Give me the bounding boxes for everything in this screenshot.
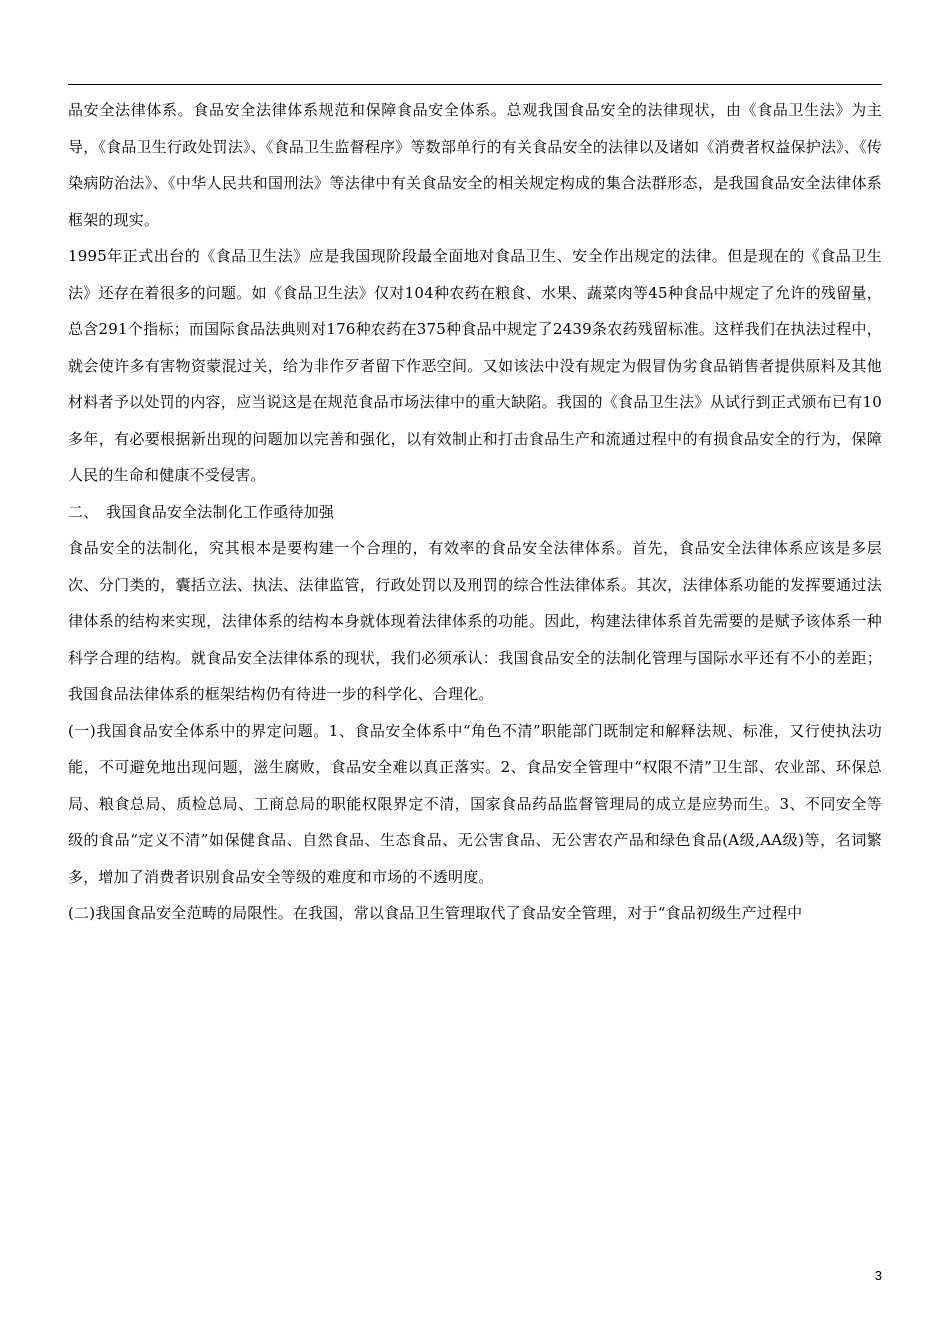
body-text: [68, 92, 882, 932]
header-rule: [68, 84, 882, 85]
page-number: 3: [874, 1268, 882, 1283]
paragraph-3: 食品安全的法制化，究其根本是要构建一个合理的，有效率的食品安全法律体系。首先，食品安全法律体系应该是多层次、分门类的，囊括立法、执法、法律监管，行政处罚以及刑罚的综合性法律体系。其次，法律体系功能的发挥要通过法律体系的结构来实现，法律体系的结构本身就体现着法律体系的功能。因此，构建法律体系首先需要的是赋予该体系一种科学合理的结构。就食品安全法律体系的现状，我们必须承认：我国食品安全的法制化管理与国际水平还有不小的差距；我国食品法律体系的框架结构仍有待进一步的科学化、合理化。: [68, 539, 882, 703]
section-heading: 二、 我国食品安全法制化工作亟待加强: [68, 502, 335, 521]
paragraph-2: 1995年正式出台的《食品卫生法》应是我国现阶段最全面地对食品卫生、安全作出规定的法律。但是现在的《食品卫生法》还存在着很多的问题。如《食品卫生法》仅对104种农药在粮食、水果、蔬菜肉等45种食品中规定了允许的残留量，总含291个指标；而国际食品法典则对176种农药在375种食品中规定了2439条农药残留标准。这样我们在执法过程中，就会使许多有害物资蒙混过关，给为非作歹者留下作恶空间。又如该法中没有规定为假冒伪劣食品销售者提供原料及其他材料者予以处罚的内容，应当说这是在规范食品市场法律中的重大缺陷。我国的《食品卫生法》从试行到正式颁布已有10多年，有必要根据新出现的问题加以完善和强化，以有效制止和打击食品生产和流通过程中的有损食品安全的行为，保障人民的生命和健康不受侵害。: [68, 247, 882, 484]
paragraph-1: 品安全法律体系。食品安全法律体系规范和保障食品安全体系。总观我国食品安全的法律现状，由《食品卫生法》为主导，《食品卫生行政处罚法》、《食品卫生监督程序》等数部单行的有关食品安全的法律以及诸如《消费者权益保护法》、《传染病防治法》、《中华人民共和国刑法》等法律中有关食品安全的相关规定构成的集合法群形态，是我国食品安全法律体系框架的现实。: [68, 101, 882, 229]
paragraph-4: (一)我国食品安全体系中的界定问题。1、食品安全体系中“角色不清”职能部门既制定和解释法规、标准，又行使执法功能，不可避免地出现问题，滋生腐败，食品安全难以真正落实。2、食品安全管理中“权限不清”卫生部、农业部、环保总局、粮食总局、质检总局、工商总局的职能权限界定不清，国家食品药品监督管理局的成立是应势而生。3、不同安全等级的食品“定义不清”如保健食品、自然食品、生态食品、无公害食品、无公害农产品和绿色食品(A级,AA级)等，名词繁多，增加了消费者识别食品安全等级的难度和市场的不透明度。: [68, 721, 882, 886]
paragraph-5: (二)我国食品安全范畴的局限性。在我国，常以食品卫生管理取代了食品安全管理，对于“食品初级生产过程中: [68, 904, 803, 922]
